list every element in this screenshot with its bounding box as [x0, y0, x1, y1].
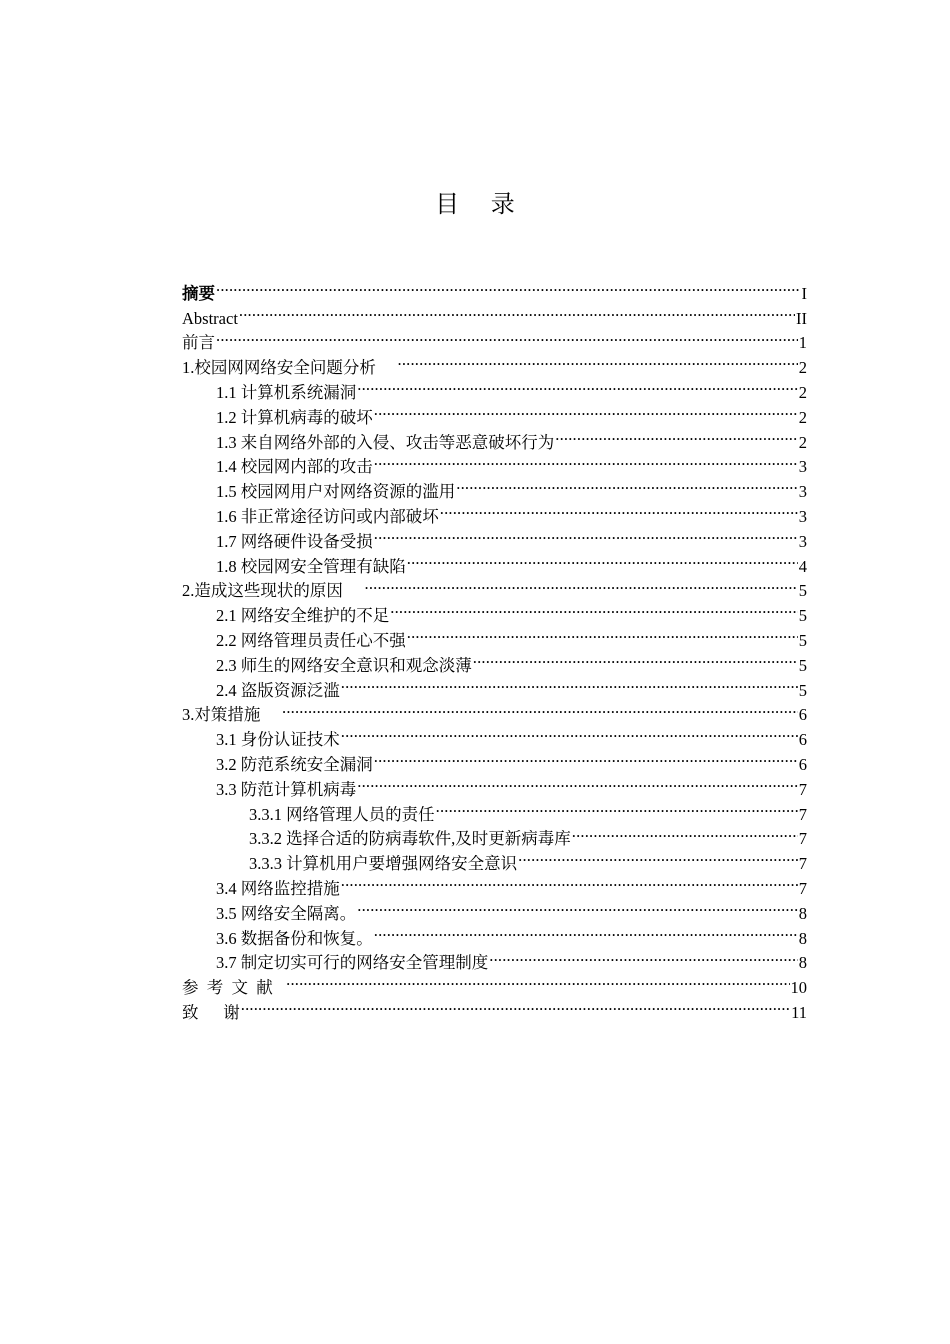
toc-entry-page-number: 6 [798, 705, 807, 725]
toc-dot-leader [216, 324, 798, 349]
toc-entry-page-number: 2 [798, 432, 807, 452]
toc-dot-leader [365, 572, 798, 597]
toc-entry-page-number: 5 [798, 581, 807, 601]
toc-entry[interactable] [182, 274, 807, 303]
toc-entry-page-number: 5 [798, 630, 807, 650]
toc-dot-leader [241, 993, 790, 1018]
toc-entry-page-number: 8 [798, 928, 807, 948]
toc-dot-leader [572, 820, 798, 845]
toc-entry-page-number: 7 [798, 878, 807, 898]
toc-dot-leader [407, 621, 798, 646]
toc-entry-label: 3.1 身份认证技术 [216, 730, 340, 750]
toc-entry[interactable] [182, 299, 807, 328]
toc-dot-leader [456, 472, 798, 497]
toc-entry[interactable] [182, 348, 807, 378]
toc-dot-leader [374, 448, 798, 473]
toc-dot-leader [518, 844, 798, 869]
toc-dot-leader [436, 795, 798, 820]
toc-entry-label: 参 考 文 献 [182, 978, 286, 998]
table-of-contents [182, 274, 807, 1022]
toc-entry-label: 3.3 防范计算机病毒 [216, 779, 357, 799]
toc-dot-leader [374, 745, 798, 770]
toc-entry-page-number: 7 [798, 829, 807, 849]
toc-entry-label: 前言 [182, 333, 215, 353]
toc-entry-page-number: II [796, 308, 807, 328]
toc-entry-label: 3.3.1 网络管理人员的责任 [249, 804, 435, 824]
toc-entry-page-number: 11 [791, 1002, 807, 1022]
toc-dot-leader [341, 671, 798, 696]
toc-entry-page-number: 6 [798, 730, 807, 750]
toc-entry[interactable] [182, 993, 807, 1022]
toc-entry-page-number: 1 [798, 333, 807, 353]
toc-dot-leader [341, 869, 798, 894]
toc-entry-page-number: 5 [798, 655, 807, 675]
toc-entry-page-number: 7 [798, 779, 807, 799]
toc-dot-leader [440, 497, 798, 522]
toc-dot-leader [239, 299, 795, 324]
toc-entry-label: 1.6 非正常途径访问或内部破坏 [216, 506, 439, 526]
toc-entry-page-number: 7 [798, 854, 807, 874]
toc-entry-page-number: 8 [798, 953, 807, 973]
toc-entry-label: 2.4 盗版资源泛滥 [216, 680, 340, 700]
toc-entry-label: 2.1 网络安全维护的不足 [216, 606, 390, 626]
toc-entry-label: 3.3.3 计算机用户要增强网络安全意识 [249, 854, 518, 874]
toc-entry-page-number: 7 [798, 804, 807, 824]
toc-dot-leader [374, 522, 798, 547]
toc-entry-label: 1.7 网络硬件设备受损 [216, 531, 373, 551]
page-title: 目 录 [435, 190, 527, 218]
toc-dot-leader [286, 968, 789, 993]
toc-entry-page-number: 3 [798, 506, 807, 526]
toc-entry-label: 3.2 防范系统安全漏洞 [216, 754, 373, 774]
toc-entry-label: 2.3 师生的网络安全意识和观念淡薄 [216, 655, 472, 675]
toc-entry-page-number: 5 [798, 606, 807, 626]
toc-entry-label: 1.校园网网络安全问题分析 [182, 358, 397, 378]
toc-dot-leader [374, 398, 798, 423]
toc-entry-label: 3.7 制定切实可行的网络安全管理制度 [216, 953, 489, 973]
toc-entry-page-number: 3 [798, 482, 807, 502]
toc-entry-label: 3.3.2 选择合适的防病毒软件,及时更新病毒库 [249, 829, 571, 849]
toc-dot-leader [407, 547, 798, 572]
toc-entry-label: 摘要 [182, 283, 215, 303]
toc-dot-leader [398, 348, 798, 373]
toc-entry-page-number: 3 [798, 457, 807, 477]
toc-dot-leader [216, 274, 801, 299]
toc-entry-label: 3.6 数据备份和恢复。 [216, 928, 373, 948]
toc-entry-label: 3.对策措施 [182, 705, 281, 725]
toc-entry-page-number: 6 [798, 754, 807, 774]
toc-entry-label: Abstract [182, 308, 238, 328]
toc-dot-leader [390, 596, 798, 621]
toc-entry-page-number: 2 [798, 407, 807, 427]
toc-dot-leader [357, 894, 798, 919]
toc-entry-label: 1.2 计算机病毒的破坏 [216, 407, 373, 427]
toc-entry-label: 1.1 计算机系统漏洞 [216, 382, 357, 402]
toc-entry-page-number: 5 [798, 680, 807, 700]
toc-entry-label: 2.造成这些现状的原因 [182, 581, 364, 601]
toc-entry-label: 2.2 网络管理员责任心不强 [216, 630, 406, 650]
toc-dot-leader [282, 696, 798, 721]
toc-entry-label: 1.5 校园网用户对网络资源的滥用 [216, 482, 456, 502]
toc-dot-leader [357, 373, 798, 398]
toc-entry-page-number: 2 [798, 382, 807, 402]
toc-entry-label: 3.5 网络安全隔离。 [216, 903, 357, 923]
toc-dot-leader [341, 720, 798, 745]
toc-dot-leader [357, 770, 798, 795]
toc-dot-leader [374, 919, 798, 944]
toc-entry-label: 1.3 来自网络外部的入侵、攻击等恶意破坏行为 [216, 432, 555, 452]
toc-entry-page-number: 8 [798, 903, 807, 923]
toc-dot-leader [555, 423, 798, 448]
toc-entry-page-number: 2 [798, 358, 807, 378]
toc-entry-page-number: 3 [798, 531, 807, 551]
toc-entry-page-number: 10 [790, 978, 807, 998]
toc-dot-leader [489, 944, 798, 969]
toc-entry-label: 1.4 校园网内部的攻击 [216, 457, 373, 477]
toc-entry-label: 3.4 网络监控措施 [216, 878, 340, 898]
toc-entry-page-number: 4 [798, 556, 807, 576]
toc-entry-page-number: I [801, 283, 807, 303]
toc-entry-label: 1.8 校园网安全管理有缺陷 [216, 556, 406, 576]
toc-entry[interactable] [182, 324, 807, 353]
toc-dot-leader [473, 646, 798, 671]
toc-entry-label: 致 谢 [182, 1002, 240, 1022]
